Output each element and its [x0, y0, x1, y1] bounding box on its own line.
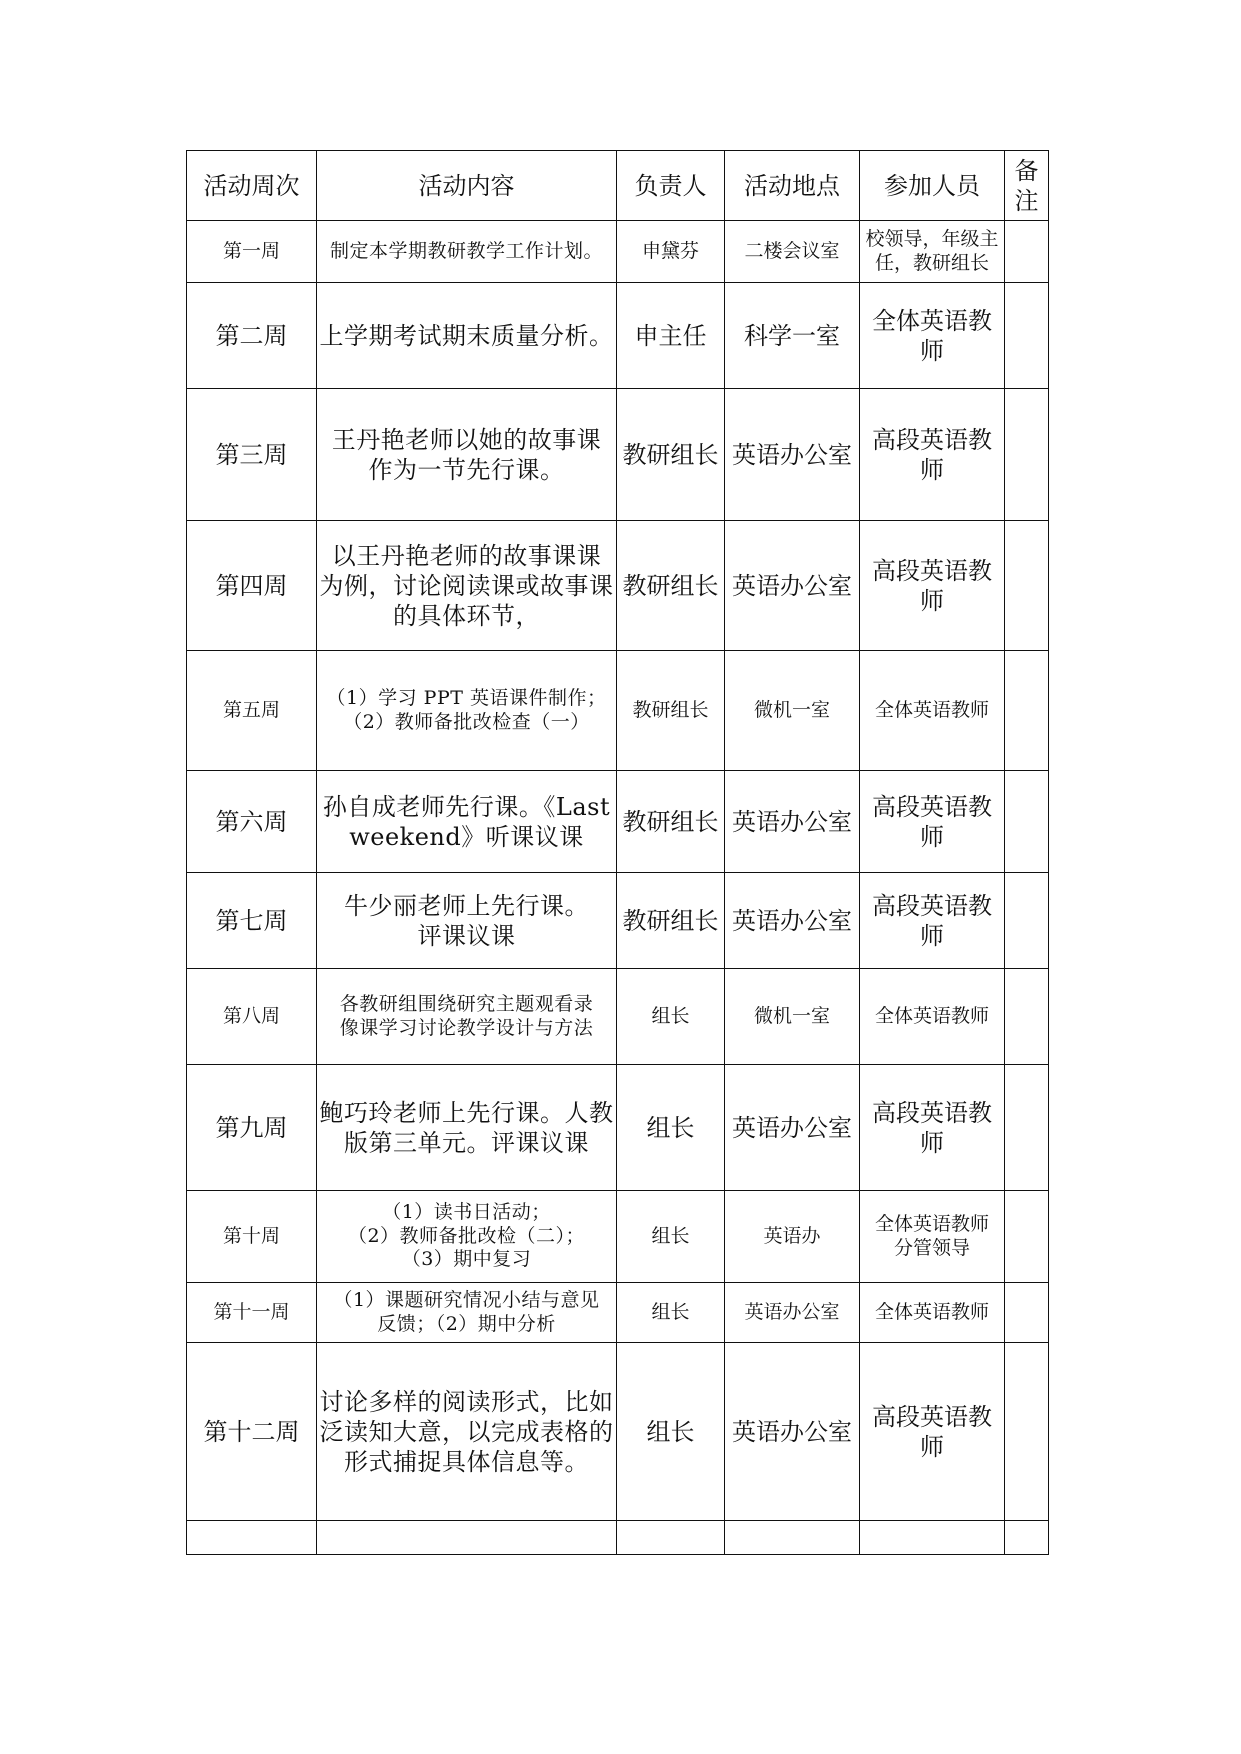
table-row [187, 1065, 1049, 1191]
content-line: 为例，讨论阅读课或故事课 [319, 571, 614, 600]
cell-owner: 教研组长 [617, 389, 725, 521]
content-line: 牛少丽老师上先行课。 [344, 891, 589, 920]
content-line: 上学期考试期末质量分析。 [319, 321, 614, 350]
table-row [187, 1283, 1049, 1343]
cell-owner: 申主任 [617, 283, 725, 389]
cell-place: 英语办公室 [725, 521, 860, 651]
cell-week: 第七周 [187, 873, 317, 969]
cell-content [317, 1343, 617, 1521]
participants-line: 师 [920, 822, 944, 851]
table-row [187, 1191, 1049, 1283]
cell-note [1005, 651, 1049, 771]
cell-place [725, 1521, 860, 1555]
cell-participants [860, 771, 1005, 873]
content-line: 孙自成老师先行课。《Last [322, 792, 611, 821]
content-line: 像课学习讨论教学设计与方法 [339, 1016, 594, 1039]
cell-place: 英语办 [725, 1191, 860, 1283]
content-line: 作为一节先行课。 [368, 455, 565, 484]
content-line: （2）教师备批改检查（一） [343, 710, 590, 733]
cell-participants [860, 221, 1005, 283]
content-line: 评课议课 [417, 921, 516, 950]
cell-owner: 教研组长 [617, 873, 725, 969]
cell-week [187, 1521, 317, 1555]
cell-participants [860, 1521, 1005, 1555]
content-line: 反馈；（2）期中分析 [377, 1312, 556, 1335]
content-line: 制定本学期教研教学工作计划。 [329, 239, 603, 262]
table-row [187, 521, 1049, 651]
cell-week: 第九周 [187, 1065, 317, 1191]
cell-note [1005, 1283, 1049, 1343]
participants-line: 高段英语教 [872, 1402, 992, 1431]
participants-line: 分管领导 [893, 1236, 970, 1259]
cell-participants [860, 1191, 1005, 1283]
participants-line: 高段英语教 [872, 1098, 992, 1127]
content-line: 讨论多样的阅读形式，比如 [319, 1387, 614, 1416]
cell-place: 英语办公室 [725, 873, 860, 969]
cell-note [1005, 1521, 1049, 1555]
cell-note [1005, 521, 1049, 651]
activity-schedule-table [186, 150, 1049, 1555]
cell-note [1005, 283, 1049, 389]
cell-note [1005, 1065, 1049, 1191]
participants-line: 师 [920, 586, 944, 615]
cell-week: 第十二周 [187, 1343, 317, 1521]
participants-line: 师 [920, 1432, 944, 1461]
content-line: 形式捕捉具体信息等。 [344, 1447, 589, 1476]
cell-note [1005, 969, 1049, 1065]
cell-owner: 教研组长 [617, 651, 725, 771]
cell-note [1005, 1191, 1049, 1283]
cell-week: 第一周 [187, 221, 317, 283]
cell-place: 英语办公室 [725, 771, 860, 873]
cell-place: 微机一室 [725, 651, 860, 771]
participants-line: 全体英语教师 [874, 1300, 989, 1323]
participants-line: 全体英语教师 [874, 1004, 989, 1027]
cell-content [317, 1065, 617, 1191]
table-row [187, 771, 1049, 873]
participants-line: 校领导，年级主 [865, 227, 999, 250]
cell-owner: 组长 [617, 969, 725, 1065]
participants-line: 全体英语教 [872, 306, 992, 335]
table-header-row [187, 151, 1049, 221]
cell-participants [860, 651, 1005, 771]
cell-participants [860, 969, 1005, 1065]
participants-line: 高段英语教 [872, 425, 992, 454]
cell-participants [860, 521, 1005, 651]
cell-participants [860, 873, 1005, 969]
cell-note [1005, 873, 1049, 969]
cell-content [317, 389, 617, 521]
cell-place: 科学一室 [725, 283, 860, 389]
cell-owner: 申黛芬 [617, 221, 725, 283]
cell-place: 二楼会议室 [725, 221, 860, 283]
participants-line: 任，教研组长 [874, 251, 989, 274]
participants-line: 高段英语教 [872, 891, 992, 920]
cell-note [1005, 771, 1049, 873]
cell-place: 英语办公室 [725, 389, 860, 521]
cell-owner: 组长 [617, 1065, 725, 1191]
cell-week: 第六周 [187, 771, 317, 873]
table-row [187, 389, 1049, 521]
cell-place: 微机一室 [725, 969, 860, 1065]
cell-content [317, 1191, 617, 1283]
participants-line: 师 [920, 455, 944, 484]
participants-line: 师 [920, 921, 944, 950]
cell-content [317, 1283, 617, 1343]
cell-week: 第十一周 [187, 1283, 317, 1343]
table-row [187, 873, 1049, 969]
cell-owner [617, 1521, 725, 1555]
cell-content [317, 521, 617, 651]
header-content: 活动内容 [317, 151, 617, 221]
table-body [187, 221, 1049, 1555]
cell-week: 第二周 [187, 283, 317, 389]
cell-owner: 组长 [617, 1343, 725, 1521]
cell-participants [860, 1065, 1005, 1191]
content-line: 王丹艳老师以她的故事课 [331, 425, 602, 454]
cell-place: 英语办公室 [725, 1343, 860, 1521]
cell-week: 第五周 [187, 651, 317, 771]
cell-owner: 教研组长 [617, 771, 725, 873]
cell-owner: 教研组长 [617, 521, 725, 651]
cell-place: 英语办公室 [725, 1065, 860, 1191]
participants-line: 高段英语教 [872, 556, 992, 585]
cell-place: 英语办公室 [725, 1283, 860, 1343]
content-line: 以王丹艳老师的故事课课 [331, 541, 602, 570]
cell-participants [860, 1343, 1005, 1521]
cell-content [317, 221, 617, 283]
cell-week: 第三周 [187, 389, 317, 521]
table-row [187, 1343, 1049, 1521]
participants-line: 师 [920, 336, 944, 365]
cell-content [317, 969, 617, 1065]
participants-line: 高段英语教 [872, 792, 992, 821]
content-line: （1）读书日活动； [382, 1200, 551, 1223]
cell-content [317, 283, 617, 389]
cell-note [1005, 1343, 1049, 1521]
content-line: 的具体环节， [393, 601, 540, 630]
table-row [187, 969, 1049, 1065]
table-row [187, 283, 1049, 389]
header-participants: 参加人员 [860, 151, 1005, 221]
cell-note [1005, 221, 1049, 283]
table-row [187, 651, 1049, 771]
content-line: 泛读知大意，以完成表格的 [319, 1417, 614, 1446]
cell-content [317, 873, 617, 969]
participants-line: 师 [920, 1128, 944, 1157]
content-line: 版第三单元。评课议课 [344, 1128, 589, 1157]
cell-owner: 组长 [617, 1283, 725, 1343]
table-row [187, 221, 1049, 283]
cell-participants [860, 389, 1005, 521]
cell-content [317, 651, 617, 771]
cell-note [1005, 389, 1049, 521]
content-line: （1）课题研究情况小结与意见 [333, 1288, 600, 1311]
cell-week: 第八周 [187, 969, 317, 1065]
participants-line: 全体英语教师 [874, 698, 989, 721]
cell-content [317, 771, 617, 873]
content-line: （2）教师备批改检（二）； [347, 1224, 586, 1247]
cell-owner: 组长 [617, 1191, 725, 1283]
header-note: 备注 [1005, 151, 1049, 221]
cell-content [317, 1521, 617, 1555]
header-place: 活动地点 [725, 151, 860, 221]
content-line: （1）学习 PPT 英语课件制作； [326, 686, 607, 709]
participants-line: 全体英语教师 [874, 1212, 989, 1235]
content-line: 各教研组围绕研究主题观看录 [339, 992, 594, 1015]
header-owner: 负责人 [617, 151, 725, 221]
cell-week: 第十周 [187, 1191, 317, 1283]
content-line: weekend》听课议课 [349, 822, 584, 851]
header-week: 活动周次 [187, 151, 317, 221]
content-line: （3）期中复习 [401, 1248, 532, 1271]
cell-week: 第四周 [187, 521, 317, 651]
content-line: 鲍巧玲老师上先行课。人教 [319, 1098, 614, 1127]
cell-participants [860, 283, 1005, 389]
table-row [187, 1521, 1049, 1555]
cell-participants [860, 1283, 1005, 1343]
